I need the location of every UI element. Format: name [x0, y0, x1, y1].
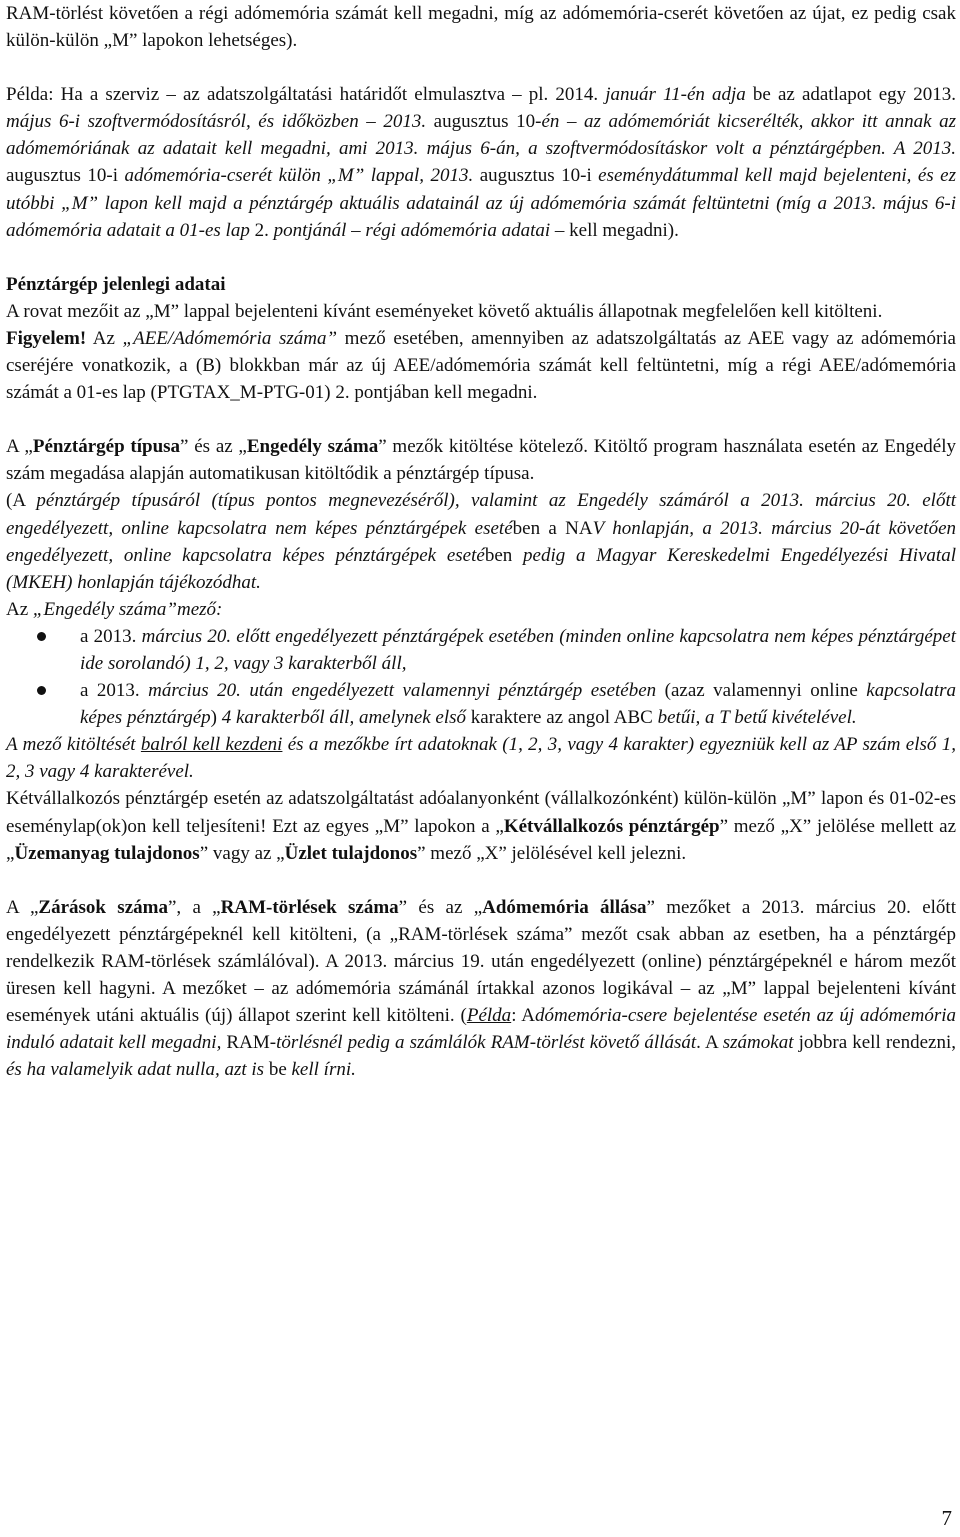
text: ) [210, 707, 222, 729]
text: ” mezőket a 2013. március 20. előtt engedélyezett pénztárgépeknél kell kitölteni, (a „RAM-törlések száma” mezőt csak abban az esetben, ha a pénztárgép rendelkezik RAM-törlések számlálóval). A 2013. március 19. után engedélyezett (online) pénztárgépeknél e három mezőt üresen kell hagyni. A mezőket – az adómemória számánál írtakkal azonos logikával – az „M” lappal bejelenteni kívánt események utáni aktuális (új) állapot szerint kell kitölteni. ( [6, 896, 956, 1027]
italic-text: 4 karakterből áll, amelynek első [221, 707, 467, 729]
document-page [6, 0, 956, 1083]
heading-text: Pénztárgép jelenlegi adatai [6, 273, 226, 295]
bold-text: Pénztárgép típusa [32, 436, 181, 458]
italic-text: „AEE/Adómemória száma” [122, 327, 338, 349]
italic-text: dómemória-csere bejelentése esetén az új adómemória induló adatait kell megadni, [6, 1005, 957, 1054]
text: jobbra kell rendezni, [793, 1032, 956, 1054]
text: be az adatlapot egy 2013. [745, 84, 956, 106]
spacer [6, 244, 956, 271]
underlined-text: balról kell kezdeni [140, 734, 283, 756]
list-item [6, 677, 956, 731]
bold-text: RAM-törlések száma [220, 896, 399, 918]
text: ” mező „X” jelölése mellett az „ [6, 815, 957, 864]
italic-text: kell írni. [291, 1059, 356, 1081]
text: augusztus 10- [426, 111, 542, 133]
text: Kétvállalkozós pénztárgép esetén az adatszolgáltatást adóalanyonként (vállalkozónként) külön-külön „M” lapon és 01-02-es eseménylap(ok)on kell teljesíteni! Ezt az egyes „M” lapokon a „ [6, 788, 956, 837]
text: ” és az „ [180, 436, 247, 458]
italic-text: és a mezőkbe írt adatoknak (1, 2, 3, vagy 4 karakter) egyezniük kell az AP szám első 1, 2, 3 vagy 4 karakterével. [6, 734, 956, 783]
spacer [6, 54, 956, 81]
italic-text: március 20. után engedélyezett valamennyi pénztárgép esetében [148, 680, 657, 702]
text: ” és az „ [398, 896, 483, 918]
underlined-text: Példa [466, 1005, 512, 1027]
text: . A [696, 1032, 723, 1054]
bold-text: Kétvállalkozós pénztárgép [503, 815, 720, 837]
paragraph-closings [6, 894, 956, 1084]
paragraph-license-field [6, 596, 956, 623]
italic-text: pontjánál – régi adómemória adatai – [273, 219, 565, 241]
paragraph-type-info [6, 487, 956, 595]
section-heading [6, 271, 956, 298]
italic-text: kapcsolatra képes pénztárgép [80, 680, 956, 729]
paragraph-type [6, 433, 956, 487]
text: ben a NA [512, 517, 593, 539]
text: RAM- [221, 1032, 277, 1054]
text: Példa: Ha a szerviz – az adatszolgáltatási határidőt elmulasztva – pl. 2014. [6, 84, 599, 106]
italic-text: betűi, a T betű kivételével. [657, 707, 857, 729]
bold-text: Üzemanyag tulajdonos [14, 842, 200, 864]
bold-text: Engedély száma [246, 436, 379, 458]
italic-text: adómemória-cserét külön „M” lappal, 2013. [118, 165, 474, 187]
italic-text: pedig a Magyar Kereskedelmi Engedélyezési Hivatal (MKEH) honlapján tájékozódhat. [6, 544, 956, 593]
italic-text: én – az adómemóriát kicserélték, akkor itt annak az adómemóriának az adatait kell megadni, ami 2013. május 6-án, a szoftvermódosításkor volt a pénztárgépben. A 2013. [6, 111, 956, 160]
italic-text: május 6-i szoftvermódosításról, és időközben – 2013. [6, 111, 427, 133]
italic-text: pénztárgép típusáról (típus pontos megnevezéséről), valamint az Engedély számáról a 2013. március 20. előtt engedélyezett, online kapcsolatra nem képes pénztárgépek eseté [6, 490, 957, 539]
text: ” mező „X” jelölésével kell jelezni. [417, 842, 687, 864]
spacer [6, 406, 956, 433]
bullet-list [6, 623, 956, 731]
text: A „ [6, 436, 33, 458]
italic-text: A mező kitöltését [6, 734, 141, 756]
text: ” vagy az „ [199, 842, 285, 864]
text: mező esetében, amennyiben az adatszolgáltatás az AEE vagy az adómemória cseréjére vonatkozik, a (B) blokkban már az új AEE/adómemória számát kell feltüntetni, míg a régi AEE/adómemória számát a 01-es lap (PTGTAX_M-PTG-01) 2. pontjában kell megadni. [6, 327, 956, 404]
paragraph-two-operator [6, 785, 956, 866]
text: A „ [6, 896, 39, 918]
warning-paragraph [6, 325, 956, 406]
italic-text: és ha valamelyik adat nulla, azt is [6, 1059, 265, 1081]
warning-label: Figyelem! [6, 327, 87, 349]
text: Az [6, 598, 33, 620]
text: a 2013. [80, 680, 149, 702]
text: (azaz valamennyi online [656, 680, 867, 702]
italic-text: január 11-én adja [598, 84, 746, 106]
italic-text: számokat [722, 1032, 794, 1054]
list-item [6, 623, 956, 677]
page-number: 7 [941, 1506, 952, 1530]
text: : A [511, 1005, 535, 1027]
text: kell megadni). [564, 219, 679, 241]
text: augusztus 10-i [473, 165, 592, 187]
bold-text: Üzlet tulajdonos [284, 842, 418, 864]
bold-text: Zárások száma [38, 896, 168, 918]
text: be [264, 1059, 292, 1081]
text: karaktere az angol ABC [466, 707, 658, 729]
italic-text: V honlapján, a 2013. március 20-át követően engedélyezett, online kapcsolatra képes pénztárgépek eseté [6, 517, 956, 566]
text: (A [6, 490, 37, 512]
bullet-dot-icon [37, 686, 46, 695]
bold-text: Adómemória állása [482, 896, 647, 918]
italic-text: eseménydátummal kell majd bejelenteni, és ez utóbbi „M” lapon kell majd a pénztárgép aktuális adatainál az új adómemória számát feltüntetni (míg a 2013. május 6-i adómemória adatait a 01-es lap [6, 165, 956, 241]
text: augusztus 10-i [6, 165, 118, 187]
section-intro: A rovat mezőit az „M” lappal bejelenteni kívánt eseményeket követő aktuális állapotnak megfelelően kell kitölteni. [6, 300, 883, 322]
text: Az [86, 327, 123, 349]
paragraph-ram: RAM-törlést követően a régi adómemória számát kell megadni, míg az adómemória-cserét követően az újat, ez pedig csak külön-külön „M” lapokon lehetséges). [6, 3, 956, 52]
paragraph-fill-rule [6, 731, 956, 785]
paragraph-example [6, 81, 956, 244]
text: a 2013. [80, 625, 142, 647]
text: ben [484, 544, 524, 566]
italic-text: törlésnél pedig a számlálók RAM-törlést követő állását [276, 1032, 697, 1054]
text: ” mezők kitöltése kötelező. Kitöltő program használata esetén az Engedély szám megadása alapján automatikusan kitöltődik a pénztárgép típusa. [6, 436, 956, 485]
bullet-dot-icon [37, 632, 46, 641]
spacer [6, 867, 956, 894]
text: ”, a „ [167, 896, 221, 918]
italic-text: március 20. előtt engedélyezett pénztárgépek esetében (minden online kapcsolatra nem képes pénztárgépet ide sorolandó) 1, 2, vagy 3 karakterből áll, [80, 625, 956, 674]
text: 2. [249, 219, 274, 241]
italic-text: „Engedély száma”mező: [32, 598, 223, 620]
